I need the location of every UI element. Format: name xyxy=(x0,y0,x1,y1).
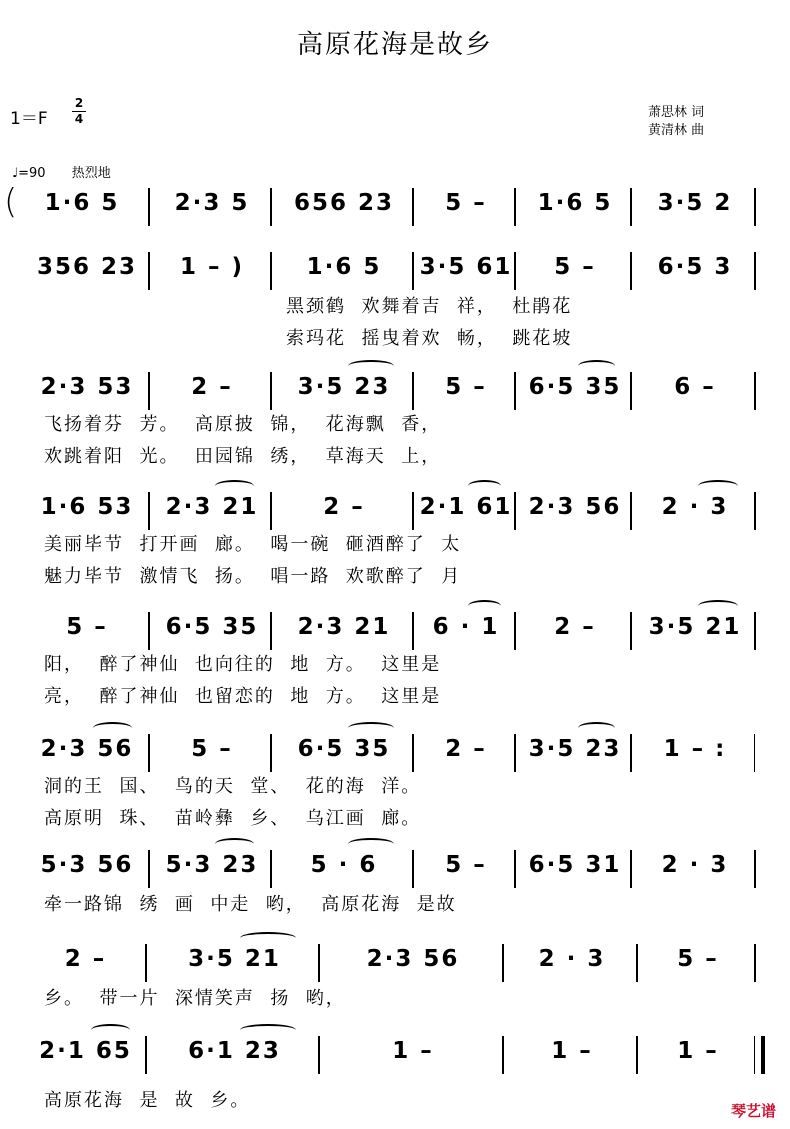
measure-notes: 3·5 61 xyxy=(419,254,513,280)
measure-notes: 2·3 56 xyxy=(528,494,622,520)
key-signature: 1＝F xyxy=(10,109,48,129)
slur-arc xyxy=(91,1024,129,1036)
measure-notes: 2 – xyxy=(554,614,596,640)
lyric-line: 牵一路锦 绣 画 中走 哟， 高原花海 是故 xyxy=(44,894,457,915)
bar-line xyxy=(630,612,632,650)
measure xyxy=(636,252,754,288)
lyric-line: 飞扬着芬 芳。 高原披 锦， 花海飘 香， xyxy=(44,414,442,435)
lyric-line: 美丽毕节 打开画 廊。 喝一碗 砸酒醉了 太 xyxy=(44,534,462,555)
measure-notes: 2·3 53 xyxy=(40,374,134,400)
bar-line xyxy=(754,1036,765,1074)
measure-notes: 5 – xyxy=(445,852,487,878)
measure-notes: 6·5 35 xyxy=(165,614,259,640)
measure xyxy=(276,492,412,528)
measure-notes: 6·1 23 xyxy=(188,1038,281,1064)
bar-line xyxy=(630,850,632,888)
bar-line xyxy=(145,1036,147,1074)
lyric-line: 欢跳着阳 光。 田园锦 绣， 草海天 上， xyxy=(44,446,442,467)
bar-line xyxy=(270,612,272,650)
composer: 黄清林 曲 xyxy=(648,123,705,138)
measure xyxy=(154,492,270,528)
bar-line xyxy=(630,252,632,290)
slur-arc xyxy=(215,838,254,850)
bar-line xyxy=(514,734,516,772)
bar-line xyxy=(148,850,150,888)
slur-arc xyxy=(240,932,295,944)
measure xyxy=(520,734,630,770)
measure xyxy=(154,188,270,224)
measure xyxy=(276,252,412,288)
time-signature xyxy=(72,97,86,126)
measure-notes: 5 – xyxy=(445,374,487,400)
measure-notes: 2 · 3 xyxy=(661,494,729,520)
measure xyxy=(151,1036,318,1072)
bar-line xyxy=(514,252,516,290)
bar-line xyxy=(412,252,414,290)
measure xyxy=(636,734,754,770)
bar-line xyxy=(148,734,150,772)
bar-line xyxy=(270,850,272,888)
bar-line xyxy=(412,188,414,226)
measure xyxy=(418,734,514,770)
slur-arc xyxy=(348,838,393,850)
measure xyxy=(636,850,754,886)
measure-notes: 1·6 5 xyxy=(44,190,120,216)
measure xyxy=(636,492,754,528)
measure xyxy=(26,1036,145,1072)
measure-notes: 356 23 xyxy=(36,254,138,280)
measure-notes: 5 · 6 xyxy=(310,852,378,878)
bar-line xyxy=(270,492,272,530)
measure xyxy=(154,252,270,288)
lyric-line: 高原明 珠、 苗岭彝 乡、 乌江画 廊。 xyxy=(44,808,422,829)
bar-line xyxy=(754,944,756,982)
measure-notes: 1·6 53 xyxy=(40,494,134,520)
lyric-line: 黑颈鹤 欢舞着吉 祥， 杜鹃花 xyxy=(286,296,573,317)
measure-notes: 1·6 5 xyxy=(537,190,613,216)
measure-notes: 2 · 3 xyxy=(538,946,606,972)
measure-notes: 3·5 23 xyxy=(297,374,391,400)
measure-notes: 5 – xyxy=(66,614,108,640)
bar-line xyxy=(630,492,632,530)
measure-notes: 2·3 21 xyxy=(165,494,259,520)
measure xyxy=(16,188,148,224)
measure-notes: 2·1 65 xyxy=(39,1038,132,1064)
measure xyxy=(520,612,630,648)
lyric-line: 乡。 带一片 深情笑声 扬 哟， xyxy=(44,988,346,1009)
measure xyxy=(26,252,148,288)
bar-line xyxy=(412,850,414,888)
bar-line xyxy=(514,492,516,530)
bar-line xyxy=(514,188,516,226)
bar-line xyxy=(412,734,414,772)
measure-notes: 2 – xyxy=(64,946,107,972)
watermark-logo: 琴艺谱 xyxy=(730,1102,776,1120)
measure xyxy=(154,850,270,886)
measure xyxy=(26,492,148,528)
measure-notes: 1 – xyxy=(551,1038,593,1064)
slur-arc xyxy=(240,1024,295,1036)
measure-notes: 1 – xyxy=(677,1038,719,1064)
intro-open-paren: ( xyxy=(4,182,18,222)
expression-marking: 热烈地 xyxy=(71,166,111,181)
lyric-line: 索玛花 摇曳着欢 畅， 跳花坡 xyxy=(286,328,573,349)
bar-line xyxy=(148,372,150,410)
measure-notes: 2 · 3 xyxy=(661,852,729,878)
measure-notes: 6 – xyxy=(674,374,716,400)
measure-notes: 2·3 56 xyxy=(366,946,460,972)
measure-notes: 2 – xyxy=(445,736,487,762)
measure-notes: 6 · 1 xyxy=(432,614,500,640)
measure xyxy=(26,734,148,770)
measure-notes: 5·3 23 xyxy=(165,852,259,878)
measure xyxy=(520,372,630,408)
bar-line xyxy=(754,252,756,290)
measure xyxy=(324,944,502,980)
measure-notes: 5 – xyxy=(554,254,596,280)
lyric-line: 洞的王 国、 鸟的天 堂、 花的海 洋。 xyxy=(44,776,422,797)
measure xyxy=(418,612,514,648)
measure xyxy=(636,188,754,224)
bar-line xyxy=(270,252,272,290)
measure xyxy=(508,1036,636,1072)
measure xyxy=(418,372,514,408)
measure xyxy=(642,1036,754,1072)
bar-line xyxy=(412,612,414,650)
bar-line xyxy=(270,188,272,226)
measure-notes: 6·5 31 xyxy=(528,852,622,878)
measure xyxy=(508,944,636,980)
lyric-line: 亮， 醉了神仙 也留恋的 地 方。 这里是 xyxy=(44,686,442,707)
lyric-line: 阳， 醉了神仙 也向往的 地 方。 这里是 xyxy=(44,654,442,675)
measure xyxy=(276,188,412,224)
slur-arc xyxy=(348,722,393,734)
measure xyxy=(418,492,514,528)
measure-notes: 5 – xyxy=(677,946,719,972)
measure xyxy=(520,252,630,288)
measure xyxy=(520,850,630,886)
bar-line xyxy=(148,492,150,530)
measure-notes: 1 – : xyxy=(663,736,727,762)
measure xyxy=(418,188,514,224)
measure-notes: 2·1 61 xyxy=(419,494,513,520)
measure xyxy=(642,944,754,980)
measure xyxy=(26,612,148,648)
measure xyxy=(276,850,412,886)
song-title: 高原花海是故乡 xyxy=(296,30,493,60)
measure xyxy=(276,372,412,408)
slur-arc xyxy=(578,722,615,734)
measure xyxy=(418,252,514,288)
tempo-marking xyxy=(12,162,111,181)
measure xyxy=(520,492,630,528)
measure-notes: 2 – xyxy=(323,494,365,520)
slur-arc xyxy=(698,600,738,612)
bar-line xyxy=(754,850,756,888)
bar-line xyxy=(630,188,632,226)
measure xyxy=(154,372,270,408)
slur-arc xyxy=(468,600,501,612)
measure-notes: 5 – xyxy=(191,736,233,762)
measure-notes: 656 23 xyxy=(293,190,395,216)
measure-notes: 6·5 3 xyxy=(657,254,733,280)
slur-arc xyxy=(215,480,254,492)
bar-line xyxy=(754,492,756,530)
bar-line xyxy=(754,372,756,410)
measure xyxy=(151,944,318,980)
measure xyxy=(154,612,270,648)
bar-line xyxy=(318,944,320,982)
measure xyxy=(276,734,412,770)
bar-line xyxy=(145,944,147,982)
bar-line xyxy=(148,188,150,226)
time-signature-top: 2 xyxy=(74,96,84,110)
slur-arc xyxy=(578,360,615,372)
measure-notes: 2·3 5 xyxy=(174,190,250,216)
measure xyxy=(26,372,148,408)
measure-notes: 2·3 21 xyxy=(297,614,391,640)
measure-notes: 3·5 23 xyxy=(528,736,622,762)
bar-line xyxy=(514,612,516,650)
credits xyxy=(648,104,704,140)
measure-notes: 6·5 35 xyxy=(297,736,391,762)
slur-arc xyxy=(93,722,132,734)
measure xyxy=(154,734,270,770)
measure xyxy=(636,372,754,408)
measure xyxy=(520,188,630,224)
bar-line xyxy=(502,1036,504,1074)
measure xyxy=(418,850,514,886)
bar-line xyxy=(636,944,638,982)
measure-notes: 6·5 35 xyxy=(528,374,622,400)
measure xyxy=(636,612,754,648)
lyricist: 萧思林 词 xyxy=(648,105,705,120)
tempo-value: ♩=90 xyxy=(12,166,46,181)
measure-notes: 1 – xyxy=(392,1038,434,1064)
measure-notes: 1 – ) xyxy=(179,254,245,280)
measure-notes: 3·5 21 xyxy=(648,614,742,640)
measure-notes: 1·6 5 xyxy=(306,254,382,280)
measure xyxy=(276,612,412,648)
slur-arc xyxy=(698,480,738,492)
bar-line xyxy=(630,372,632,410)
measure-notes: 3·5 2 xyxy=(657,190,733,216)
bar-line xyxy=(502,944,504,982)
slur-arc xyxy=(348,360,393,372)
bar-line xyxy=(148,612,150,650)
time-signature-bottom: 4 xyxy=(74,112,84,126)
bar-line xyxy=(514,372,516,410)
measure-notes: 5 – xyxy=(445,190,487,216)
bar-line xyxy=(754,612,756,650)
measure-notes: 2·3 56 xyxy=(40,736,134,762)
bar-line xyxy=(148,252,150,290)
measure-notes: 3·5 21 xyxy=(188,946,281,972)
bar-line xyxy=(412,492,414,530)
measure-notes: 5·3 56 xyxy=(40,852,134,878)
lyric-line: 高原花海 是 故 乡。 xyxy=(44,1090,251,1111)
bar-line xyxy=(514,850,516,888)
measure xyxy=(26,944,145,980)
bar-line xyxy=(318,1036,320,1074)
measure xyxy=(26,850,148,886)
bar-line xyxy=(636,1036,638,1074)
measure xyxy=(324,1036,502,1072)
bar-line xyxy=(412,372,414,410)
bar-line xyxy=(754,188,756,226)
lyric-line: 魅力毕节 激情飞 扬。 唱一路 欢歌醉了 月 xyxy=(44,566,462,587)
measure-notes: 2 – xyxy=(191,374,233,400)
bar-line xyxy=(754,734,759,772)
bar-line xyxy=(630,734,632,772)
slur-arc xyxy=(468,480,501,492)
bar-line xyxy=(270,734,272,772)
bar-line xyxy=(270,372,272,410)
